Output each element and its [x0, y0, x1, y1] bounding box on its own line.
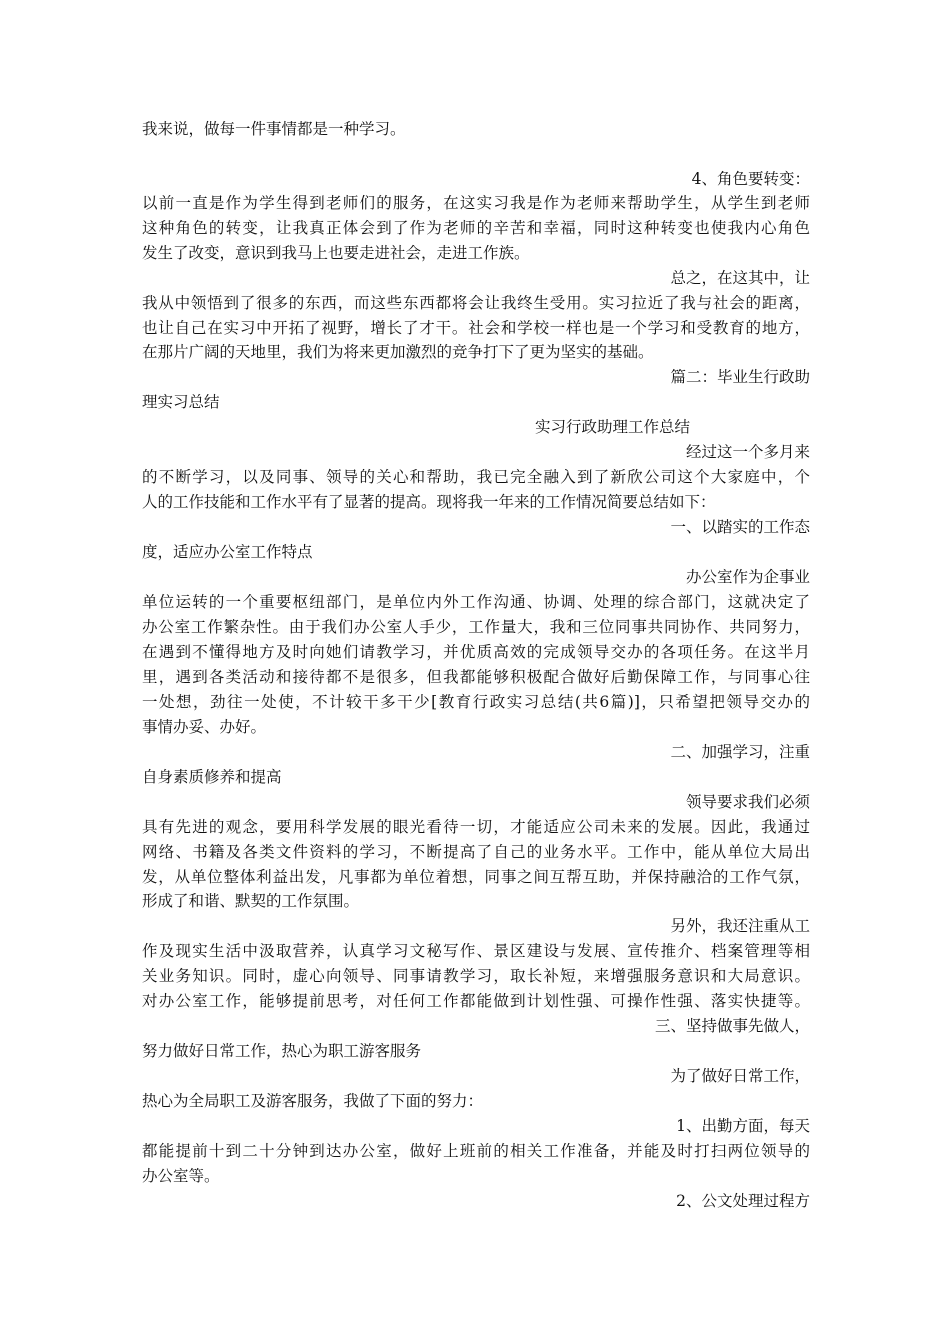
- text-line: 一处想，劲往一处使，不计较干多干少[教育行政实习总结(共6篇)]，只希望把领导交办的: [142, 693, 810, 711]
- paragraph-start: 经过这一个多月来: [685, 443, 810, 461]
- text-line: 单位运转的一个重要枢纽部门，是单位内外工作沟通、协调、处理的综合部门，这就决定了: [142, 593, 810, 611]
- text-line: 都能提前十到二十分钟到达办公室，做好上班前的相关工作准备，并能及时打扫两位领导的: [142, 1142, 810, 1160]
- text-line: 对办公室工作，能够提前思考，对任何工作都能做到计划性强、可操作性强、落实快捷等。: [142, 992, 810, 1010]
- text-line: 事情办妥、办好。: [142, 718, 267, 736]
- text-line: 作及现实生活中汲取营养，认真学习文秘写作、景区建设与发展、宣传推介、档案管理等相: [142, 942, 810, 960]
- text-line: 发生了改变，意识到我马上也要走进社会，走进工作族。: [142, 244, 530, 262]
- text-line: 在那片广阔的天地里，我们为将来更加激烈的竞争打下了更为坚实的基础。: [142, 343, 654, 361]
- text-line: 形成了和谐、默契的工作氛围。: [142, 892, 360, 910]
- text-line: 具有先进的观念，要用科学发展的眼光看待一切，才能适应公司未来的发展。因此，我通过: [142, 818, 810, 836]
- text-line: 里，遇到各类活动和接待都不是很多，但我都能够积极配合做好后勤保障工作，与同事心往: [142, 668, 810, 686]
- section-heading: 一、以踏实的工作态: [670, 518, 810, 536]
- text-line: 网络、书籍及各类文件资料的学习，不断提高了自己的业务水平。工作中，能从单位大局出: [142, 843, 810, 861]
- text-line: 这种角色的转变，让我真正体会到了作为老师的辛苦和幸福，同时这种转变也使我内心角色: [142, 219, 810, 237]
- text-line: 办公室工作繁杂性。由于我们办公室人手少，工作量大，我和三位同事共同协作、共同努力，: [142, 618, 810, 636]
- text-line: 在遇到不懂得地方及时向她们请教学习，并优质高效的完成领导交办的各项任务。在这半月: [142, 643, 810, 661]
- list-item-start: 2、公文处理过程方: [676, 1192, 810, 1210]
- text-line: 办公室等。: [142, 1167, 220, 1185]
- section-heading-cont: 理实习总结: [142, 393, 220, 411]
- section-heading: 4、角色要转变：: [691, 170, 810, 188]
- text-line: 发，从单位整体利益出发，凡事都为单位着想，同事之间互帮互助，并保持融洽的工作气氛，: [142, 868, 810, 886]
- text-line: 我来说，做每一件事情都是一种学习。: [142, 120, 406, 138]
- section-heading-cont: 努力做好日常工作，热心为职工游客服务: [142, 1042, 422, 1060]
- paragraph-start: 为了做好日常工作，: [670, 1067, 810, 1085]
- text-line: 以前一直是作为学生得到老师们的服务，在这实习我是作为老师来帮助学生，从学生到老师: [142, 194, 810, 212]
- text-line: 也让自己在实习中开拓了视野，增长了才干。社会和学校一样也是一个学习和受教育的地方，: [142, 319, 810, 337]
- section-heading-cont: 度，适应办公室工作特点: [142, 543, 313, 561]
- text-line: 的不断学习，以及同事、领导的关心和帮助，我已完全融入到了新欣公司这个大家庭中，个: [142, 468, 810, 486]
- text-line: 热心为全局职工及游客服务，我做了下面的努力：: [142, 1092, 484, 1110]
- paragraph-start: 办公室作为企事业: [685, 568, 810, 586]
- text-line: 关业务知识。同时，虚心向领导、同事请教学习，取长补短，来增强服务意识和大局意识。: [142, 967, 810, 985]
- text-line: 我从中领悟到了很多的东西，而这些东西都将会让我终生受用。实习拉近了我与社会的距离，: [142, 294, 810, 312]
- document-title: 实习行政助理工作总结: [535, 418, 691, 436]
- list-item-start: 1、出勤方面，每天: [676, 1117, 810, 1135]
- text-line: 人的工作技能和工作水平有了显著的提高。现将我一年来的工作情况简要总结如下：: [142, 493, 716, 511]
- section-heading-cont: 自身素质修养和提高: [142, 768, 282, 786]
- section-heading: 三、坚持做事先做人，: [654, 1017, 810, 1035]
- paragraph-start: 领导要求我们必须: [685, 793, 810, 811]
- paragraph-start: 另外，我还注重从工: [670, 917, 810, 935]
- paragraph-start: 总之，在这其中，让: [670, 269, 810, 287]
- section-heading: 篇二：毕业生行政助: [670, 368, 810, 386]
- section-heading: 二、加强学习，注重: [670, 743, 810, 761]
